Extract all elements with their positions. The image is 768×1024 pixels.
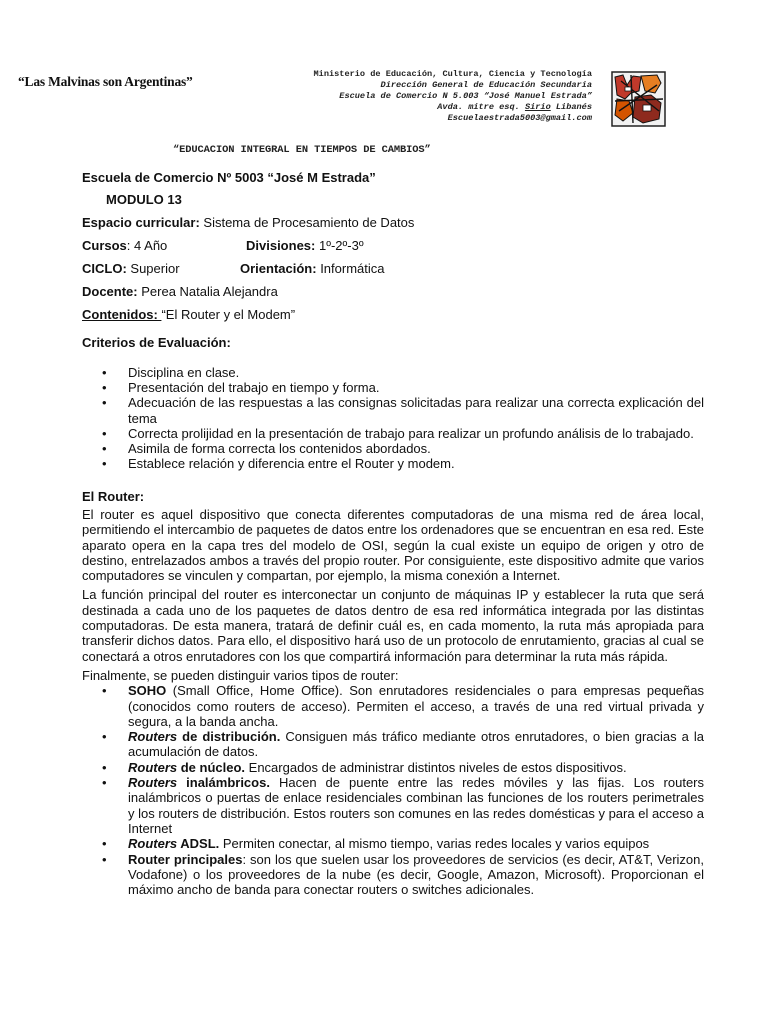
router-title: El Router: xyxy=(82,489,145,504)
field-contenidos xyxy=(82,307,295,322)
criteria-item: • Establece relación y diferencia entre el Router y modem. xyxy=(82,456,704,471)
address-suffix: Libanés xyxy=(550,101,592,112)
router-paragraph-1: El router es aquel dispositivo que conecta diferentes computadoras de una misma red de área local, permitiendo el intercambio de paquetes de datos entre los ordenadores que se encuentran en esa red. Este aparato opera en la capa tres del modelo de OSI, según la cual existe un equipo de origen y otro de destino, entrelazados ambos a través del propio router. Por consiguiente, este dispositivo admite que varios computadores se vinculen y compartan, por ejemplo, la misma conexión a Internet. xyxy=(82,507,704,584)
criteria-item: • Asimila de forma correcta los contenidos abordados. xyxy=(82,441,704,456)
type-text: (Small Office, Home Office). Son enrutadores residenciales o para empresas pequeñas (conocidos como routers de acceso). Permiten el acceso, a través de una red virtual privada y segura, a la banda ancha. xyxy=(128,683,704,729)
type-text: Permiten conectar, al mismo tiempo, varias redes locales y varios equipos xyxy=(219,836,650,852)
ciclo-value: Superior xyxy=(126,261,180,276)
router-paragraph-3: Finalmente, se pueden distinguir varios tipos de router: xyxy=(82,667,399,683)
criteria-item: • Adecuación de las respuestas a las consignas solicitadas para realizar una correcta explicación del tema xyxy=(82,395,704,425)
router-type-item xyxy=(82,683,704,729)
ministry-line: Dirección General de Educación Secundaria xyxy=(380,79,592,90)
address-street: Sirio xyxy=(524,101,551,112)
cursos-value: : 4 Año xyxy=(126,238,168,253)
router-type-item xyxy=(82,760,704,775)
field-orientacion xyxy=(240,261,385,276)
router-paragraph-2: La función principal del router es interconectar un conjunto de máquinas IP y establecer la ruta que será destinada a cada uno de los paquetes de datos dentro de esa red informática integrada por las distintas computadoras. De esta manera, tratará de definir cuál es, en cada momento, la ruta más apropiada para transferir dichos datos. Para ello, el dispositivo hará uso de un protocolo de enrutamiento, gracias al cual se conectará a otros enrutadores con los que compartirá información para determinar la ruta más rápida. xyxy=(82,587,704,664)
type-term-suffix: inalámbricos. xyxy=(177,775,270,791)
type-term: Routers xyxy=(128,759,178,775)
institution-motto: “EDUCACION INTEGRAL EN TIEMPOS DE CAMBIOS” xyxy=(173,144,431,156)
docente-value: Perea Natalia Alejandra xyxy=(137,284,278,299)
field-ciclo xyxy=(82,261,180,276)
type-term: Router principales xyxy=(128,851,243,867)
criteria-list xyxy=(82,365,704,471)
router-type-item xyxy=(82,852,704,898)
type-term: Routers xyxy=(128,729,178,745)
orientacion-value: Informática xyxy=(316,261,385,276)
contenidos-label: Contenidos: xyxy=(82,307,162,322)
type-term-suffix: de núcleo. xyxy=(177,759,246,775)
address-prefix: Avda. mitre esq. xyxy=(437,101,525,112)
espacio-label: Espacio curricular: xyxy=(82,215,200,230)
espacio-value: Sistema de Procesamiento de Datos xyxy=(199,215,415,230)
type-text: Consiguen más tráfico mediante otros enrutadores, o bien gracias a la acumulación de datos. xyxy=(128,729,704,760)
module-title: MODULO 13 xyxy=(106,192,182,207)
router-type-item xyxy=(82,775,704,836)
orientacion-label: Orientación: xyxy=(240,261,317,276)
ministry-line: Escuela de Comercio N 5.003 “José Manuel Estrada” xyxy=(339,90,592,101)
criteria-item: • Disciplina en clase. xyxy=(82,365,704,380)
ministry-line: Ministerio de Educación, Cultura, Ciencia y Tecnología xyxy=(313,69,592,79)
cursos-label: Cursos xyxy=(82,238,127,253)
field-espacio xyxy=(82,215,414,230)
school-name: Escuela de Comercio Nº 5003 “José M Estrada” xyxy=(82,170,376,185)
divisiones-value: 1º-2º-3º xyxy=(315,238,364,253)
type-term-suffix: de distribución. xyxy=(177,729,281,745)
type-text: : son los que suelen usar los proveedores de servicios (es decir, AT&T, Verizon, Vodafone) o los proveedores de la nube (es decir, Google, Amazon, Microsoft). Proporcionan el máximo ancho de banda para conectar routers o switches adicionales. xyxy=(128,851,704,898)
router-types-list xyxy=(82,683,704,897)
school-logo-icon xyxy=(611,71,666,127)
school-email: Escuelaestrada5003@gmail.com xyxy=(447,112,592,123)
type-term: Routers xyxy=(128,836,178,852)
type-term-suffix: ADSL. xyxy=(177,836,220,852)
ministry-header xyxy=(262,69,592,124)
divisiones-label: Divisiones: xyxy=(246,238,316,253)
router-type-item xyxy=(82,729,704,760)
contenidos-value: “El Router y el Modem” xyxy=(161,307,296,322)
malvinas-slogan: “Las Malvinas son Argentinas” xyxy=(18,74,193,89)
type-text: Encargados de administrar distintos niveles de estos dispositivos. xyxy=(245,759,627,775)
type-text: Hacen de puente entre las redes móviles y las fijas. Los routers inalámbricos o puertas de enlace residenciales combinan las funciones de los routers perimetrales y los routers de distribución. Estos routers son comunes en las redes domésticas y para el acceso a Internet xyxy=(128,775,704,836)
field-divisiones xyxy=(246,238,364,253)
ciclo-label: CICLO: xyxy=(82,261,127,276)
docente-label: Docente: xyxy=(82,284,138,299)
criteria-item: • Correcta prolijidad en la presentación de trabajo para realizar un profundo análisis de lo trabajado. xyxy=(82,426,704,441)
field-docente xyxy=(82,284,278,299)
field-cursos xyxy=(82,238,167,253)
type-term: SOHO xyxy=(128,683,167,699)
criteria-title: Criterios de Evaluación: xyxy=(82,335,231,350)
type-term: Routers xyxy=(128,775,178,791)
criteria-item: • Presentación del trabajo en tiempo y forma. xyxy=(82,380,704,395)
router-section xyxy=(82,507,704,897)
router-type-item xyxy=(82,836,704,851)
ministry-address xyxy=(262,102,592,113)
